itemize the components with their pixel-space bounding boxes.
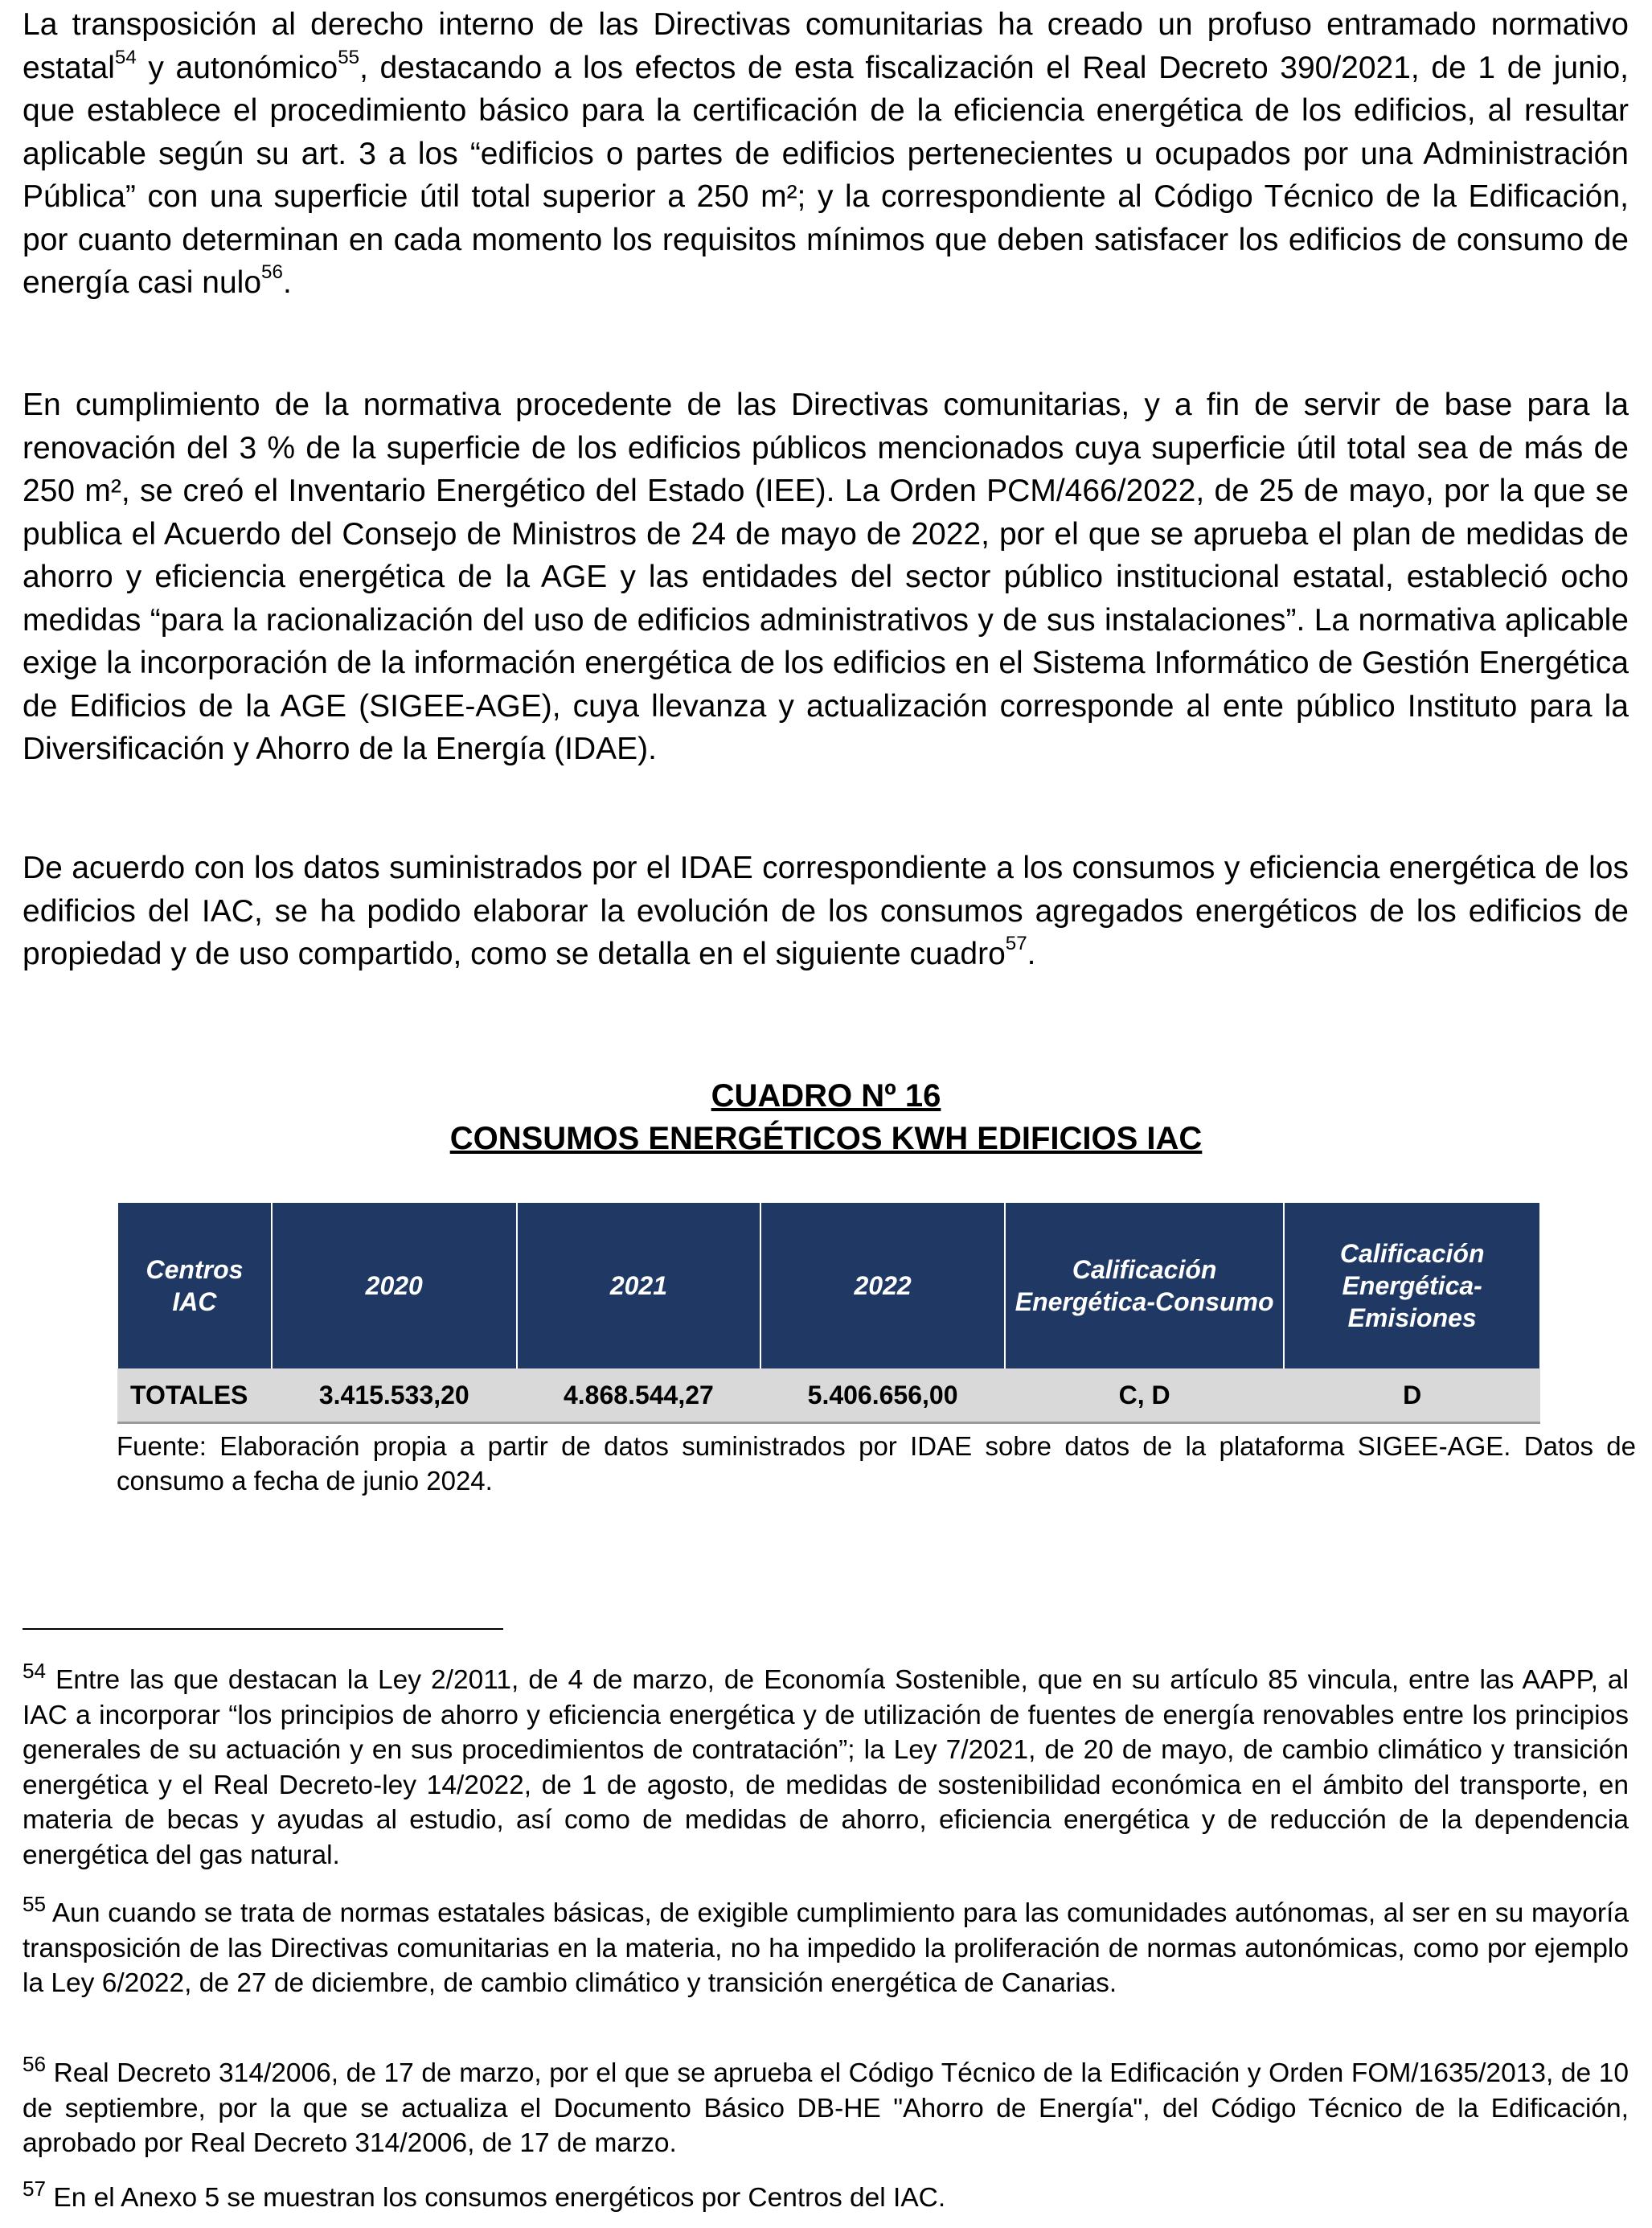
cell-calificacion-consumo: C, D [1005, 1368, 1285, 1423]
paragraph-transposicion: La transposición al derecho interno de las Directivas comunitarias ha creado un profuso entramado normativo estatal$^{54}$ y autonómico$^{55}$, destacando a los efectos de esta fiscalización el Real Decreto 390/2021, de 1 de junio, que establece el procedimiento básico para la certificación de la eficiencia energética de los edificios, al resultar aplicable según su art. 3 a los “edificios o partes de edificios pertenecientes u ocupados por una Administración Pública” con una superficie útil total superior a 250 m²; y la correspondiente al Código Técnico de la Edificación, por cuanto determinan en cada momento los requisitos mínimos que deben satisfacer los edificios de consumo de energía casi nulo$^{56}$. [23, 7, 1629, 300]
footnote-54: $^{54}$ Entre las que destacan la Ley 2/2011, de 4 de marzo, de Economía Sostenible, que en su artículo 85 vincula, entre las AAPP, al IAC a incorporar “los principios de ahorro y eficiencia energética y de utilización de fuentes de energía renovables entre los principios generales de su actuación y en sus procedimientos de contratación”; la Ley 7/2021, de 20 de mayo, de cambio climático y transición energética y el Real Decreto-ley 14/2022, de 1 de agosto, de medidas de sostenibilidad económica en el ámbito del transporte, en materia de becas y ayudas al estudio, así como de medidas de ahorro, eficiencia energética y de reducción de la dependencia energética del gas natural. [23, 1658, 1629, 1870]
cell-2020: 3.415.533,20 [272, 1368, 517, 1423]
footnote-separator [23, 1628, 503, 1630]
header-2020: 2020 [272, 1203, 517, 1368]
cell-label: TOTALES [117, 1368, 272, 1423]
footnote-57: $^{57}$ En el Anexo 5 se muestran los consumos energéticos por Centros del IAC. [23, 2176, 946, 2213]
table-caption-number: CUADRO Nº 16 [711, 1078, 941, 1114]
table-row-totales [117, 1368, 1540, 1423]
footnote-ref-54[interactable]: 54 [114, 46, 137, 68]
footnote-number: 57 [23, 2176, 47, 2201]
footnote-55: $^{55}$ Aun cuando se trata de normas estatales básicas, de exigible cumplimiento para las comunidades autónomas, al ser en su mayoría transposición de las Directivas comunitarias en la materia, no ha impedido la proliferación de normas autonómicas, como por ejemplo la Ley 6/2022, de 27 de diciembre, de cambio climático y transición energética de Canarias. [23, 1891, 1629, 1998]
header-calificacion-emisiones: Calificación Energética- Emisiones [1284, 1203, 1540, 1368]
cell-2022: 5.406.656,00 [760, 1368, 1005, 1423]
table-caption-title: CONSUMOS ENERGÉTICOS KWH EDIFICIOS IAC [449, 1121, 1203, 1156]
table-header-row [117, 1203, 1540, 1368]
paragraph-idae-datos: De acuerdo con los datos suministrados por el IDAE correspondiente a los consumos y eficiencia energética de los edificios del IAC, se ha podido elaborar la evolución de los consumos agregados energéticos de los edificios de propiedad y de uso compartido, como se detalla en el siguiente cuadro$^{57}$. [23, 851, 1629, 971]
header-centros-iac: Centros IAC [117, 1203, 272, 1368]
footnote-ref-57[interactable]: 57 [1005, 933, 1027, 955]
paragraph-cumplimiento: En cumplimiento de la normativa procedente de las Directivas comunitarias, y a fin de servir de base para la renovación del 3 % de la superficie de los edificios públicos mencionados cuya superficie útil total sea de más de 250 m², se creó el Inventario Energético del Estado (IEE). La Orden PCM/466/2022, de 25 de mayo, por la que se publica el Acuerdo del Consejo de Ministros de 24 de mayo de 2022, por el que se aprueba el plan de medidas de ahorro y eficiencia energética de la AGE y las entidades del sector público institucional estatal, estableció ocho medidas “para la racionalización del uso de edificios administrativos y de sus instalaciones”. La normativa aplicable exige la incorporación de la información energética de los edificios en el Sistema Informático de Gestión Energética de Edificios de la AGE (SIGEE-AGE), cuya llevanza y actualización corresponde al ente público Instituto para la Diversificación y Ahorro de la Energía (IDAE). [23, 388, 1629, 766]
footnote-56: $^{56}$ Real Decreto 314/2006, de 17 de marzo, por el que se aprueba el Código Técnico de la Edificación y Orden FOM/1635/2013, de 10 de septiembre, por la que se actualiza el Documento Básico DB-HE "Ahorro de Energía", del Código Técnico de la Edificación, aprobado por Real Decreto 314/2006, de 17 de marzo. [23, 2051, 1629, 2158]
header-calificacion-consumo: Calificación Energética-Consumo [1005, 1203, 1285, 1368]
footnote-ref-56[interactable]: 56 [261, 261, 283, 284]
header-2021: 2021 [517, 1203, 761, 1368]
energy-consumption-table [117, 1203, 1541, 1424]
header-2022: 2022 [760, 1203, 1005, 1368]
cell-calificacion-emisiones: D [1284, 1368, 1540, 1423]
footnote-ref-55[interactable]: 55 [338, 46, 360, 68]
cell-2021: 4.868.544,27 [517, 1368, 761, 1423]
table-source-note: Fuente: Elaboración propia a partir de datos suministrados por IDAE sobre datos de la plataforma SIGEE-AGE. Datos de consumo a fecha de junio 2024. [117, 1431, 1636, 1496]
footnote-number: 56 [23, 2051, 47, 2076]
footnote-number: 55 [23, 1891, 47, 1916]
footnote-number: 54 [23, 1658, 47, 1683]
